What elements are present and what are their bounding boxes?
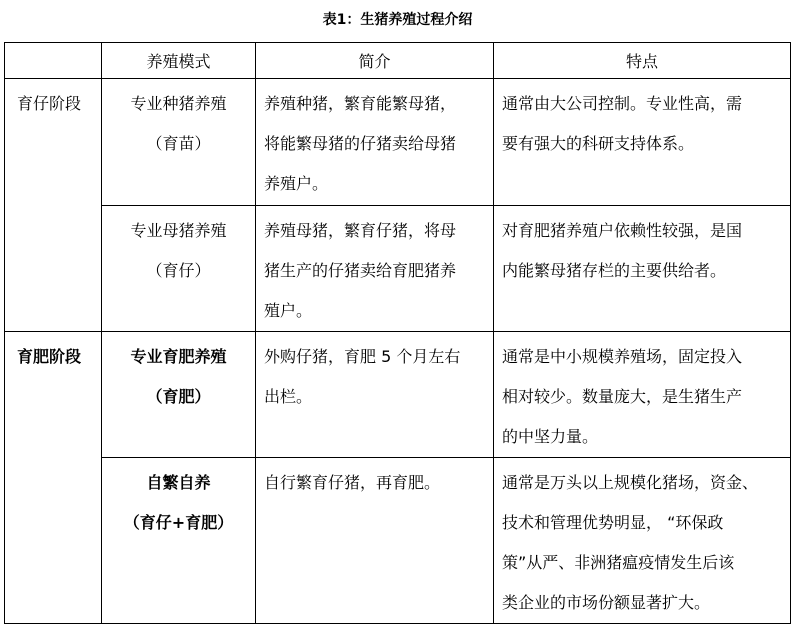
stage-cell (5, 332, 102, 624)
stage-label: 育肥阶段 (17, 347, 82, 366)
feature-cell (494, 458, 791, 624)
text-line: 要有强大的科研支持体系。 (502, 134, 695, 153)
text-line: （育苗） (146, 134, 211, 153)
table-row (5, 206, 791, 332)
text-line: （育仔+育肥） (123, 513, 234, 532)
table-row (5, 458, 791, 624)
text-line: 专业育肥养殖 (130, 347, 227, 366)
text-line: 对育肥猪养殖户依赖性较强，是国 (502, 221, 743, 240)
intro-cell (256, 458, 494, 624)
header-cell: 特点 (494, 43, 791, 79)
intro-cell (256, 206, 494, 332)
text-line: 出栏。 (264, 387, 313, 406)
table-row (5, 332, 791, 458)
text-line: 猪生产的仔猪卖给育肥猪养 (264, 261, 457, 280)
text-line: 养殖种猪，繁育能繁母猪， (264, 94, 457, 113)
stage-label: 育仔阶段 (17, 94, 82, 113)
text-line: 通常由大公司控制。专业性高，需 (502, 94, 743, 113)
stage-cell (5, 79, 102, 332)
intro-cell (256, 79, 494, 206)
text-line: 类企业的市场份额显著扩大。 (502, 593, 711, 612)
text-line: （育仔） (146, 261, 211, 280)
text-line: 相对较少。数量庞大，是生猪生产 (502, 387, 743, 406)
text-line: 的中坚力量。 (502, 427, 599, 446)
header-cell (5, 43, 102, 79)
feature-cell (494, 79, 791, 206)
pig-farming-table (4, 42, 791, 624)
text-line: 养殖母猪，繁育仔猪，将母 (264, 221, 457, 240)
header-cell: 简介 (256, 43, 494, 79)
text-line: 技术和管理优势明显， “环保政 (502, 513, 724, 532)
text-line: （育肥） (146, 387, 211, 406)
text-line: 将能繁母猪的仔猪卖给母猪 (264, 134, 457, 153)
text-line: 专业种猪养殖 (130, 94, 227, 113)
mode-cell (102, 458, 256, 624)
header-cell: 养殖模式 (102, 43, 256, 79)
mode-cell (102, 206, 256, 332)
text-line: 专业母猪养殖 (130, 221, 227, 240)
text-line: 通常是中小规模养殖场，固定投入 (502, 347, 743, 366)
mode-cell (102, 79, 256, 206)
text-line: 外购仔猪，育肥 5 个月左右 (264, 347, 461, 366)
intro-cell (256, 332, 494, 458)
table-title: 表1：生猪养殖过程介绍 (322, 12, 473, 28)
text-line: 策”从严、非洲猪瘟疫情发生后该 (502, 553, 735, 572)
text-line: 自繁自养 (146, 473, 211, 492)
feature-cell (494, 332, 791, 458)
text-line: 自行繁育仔猪，再育肥。 (264, 473, 441, 492)
table-header-row (5, 43, 791, 79)
text-line: 养殖户。 (264, 174, 329, 193)
text-line: 殖户。 (264, 301, 313, 320)
mode-cell (102, 332, 256, 458)
table-row (5, 79, 791, 206)
text-line: 通常是万头以上规模化猪场，资金、 (502, 473, 759, 492)
text-line: 内能繁母猪存栏的主要供给者。 (502, 261, 727, 280)
feature-cell (494, 206, 791, 332)
